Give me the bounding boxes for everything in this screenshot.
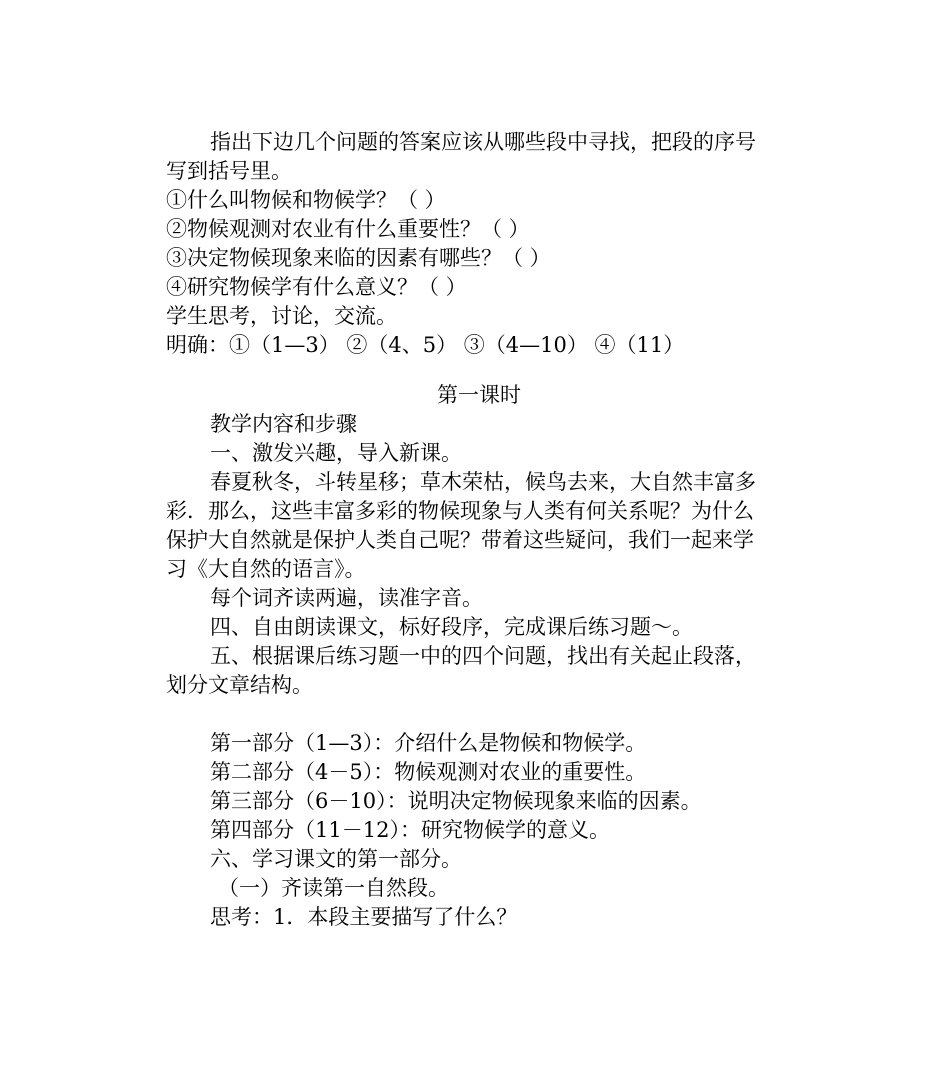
discussion-line: 学生思考，讨论，交流。	[166, 304, 397, 328]
lesson-title: 第一课时	[437, 383, 521, 407]
step-4: 四、自由朗读课文，标好段序，完成课后练习题～。	[210, 615, 693, 639]
part-2: 第二部分（4－5）：物候观测对农业的重要性。	[210, 760, 647, 784]
paragraph-1-line-4: 习《大自然的语言》。	[166, 557, 366, 581]
read-line: 每个词齐读两遍，读准字音。	[210, 586, 483, 610]
paragraph-1-line-1: 春夏秋冬，斗转星移；草木荣枯，候鸟去来，大自然丰富多	[210, 470, 756, 494]
sub-step-1: （一）齐读第一自然段。	[218, 876, 449, 900]
part-3: 第三部分（6－10）：说明决定物候现象来临的因素。	[210, 789, 702, 813]
intro-line-2: 写到括号里。	[166, 159, 292, 183]
step-1: 一、激发兴趣，导入新课。	[210, 441, 462, 465]
spacer	[166, 700, 792, 729]
spacer	[166, 360, 792, 381]
step-5-line-1: 五、根据课后练习题一中的四个问题，找出有关起止段落，	[210, 644, 756, 668]
step-6: 六、学习课文的第一部分。	[210, 847, 462, 871]
part-1: 第一部分（1—3）：介绍什么是物候和物候学。	[210, 731, 647, 755]
think-line: 思考：1．本段主要描写了什么？	[210, 905, 518, 929]
question-4: ④研究物候学有什么意义？（ ）	[166, 275, 467, 299]
answer-line: 明确：①（1—3） ②（4、5） ③（4—10） ④（11）	[166, 333, 685, 357]
paragraph-1-line-3: 保护大自然就是保护人类自己呢？带着这些疑问，我们一起来学	[166, 528, 754, 552]
question-2: ②物候观测对农业有什么重要性？（ ）	[166, 217, 530, 241]
question-1: ①什么叫物候和物候学？（ ）	[166, 188, 446, 212]
intro-line-1: 指出下边几个问题的答案应该从哪些段中寻找，把段的序号	[210, 130, 756, 154]
question-3: ③决定物候现象来临的因素有哪些？（ ）	[166, 246, 551, 270]
step-5-line-2: 划分文章结构。	[166, 673, 313, 697]
document-page	[166, 128, 792, 932]
part-4: 第四部分（11－12）：研究物候学的意义。	[210, 818, 610, 842]
paragraph-1-line-2: 彩．那么，这些丰富多彩的物候现象与人类有何关系呢？为什么	[166, 499, 754, 523]
lesson-heading: 教学内容和步骤	[210, 412, 357, 436]
